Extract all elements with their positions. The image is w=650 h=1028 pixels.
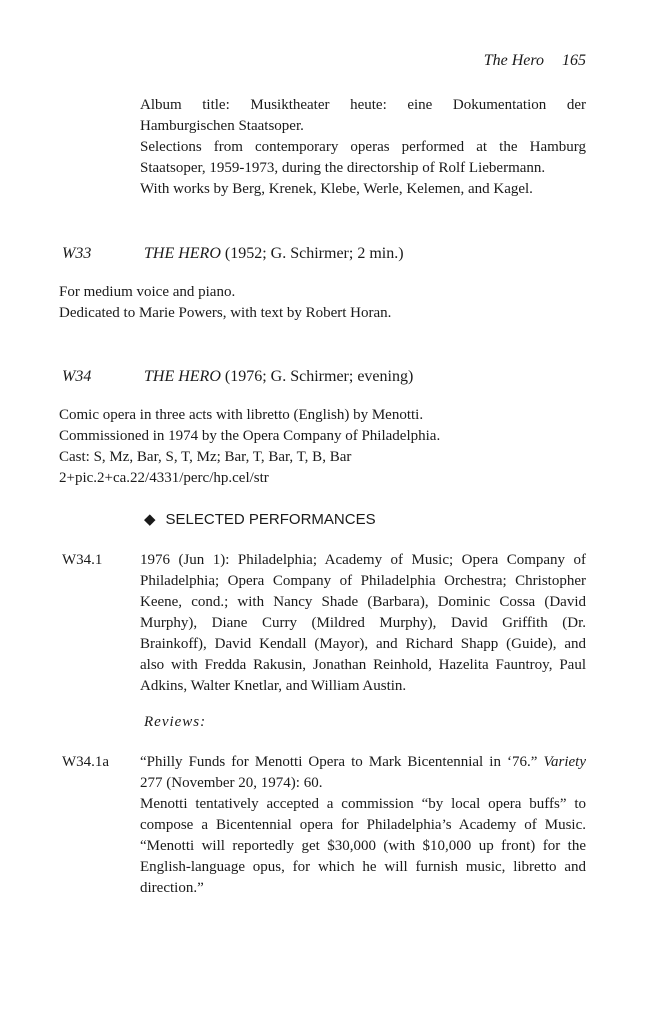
w34-1a-line: English-language opus, for which he will furnish music, libretto and <box>140 859 586 875</box>
w34-entry-title <box>144 366 413 387</box>
w34-1-line: Murphy), Diane Curry (Mildred Murphy), David Griffith (Dr. <box>140 615 586 631</box>
w34-1a-id: W34.1a <box>62 754 110 770</box>
w34-1-text <box>140 550 586 697</box>
w34-1a-line: “Menotti will reportedly get $30,000 (with $10,000 up front) for the <box>140 838 586 854</box>
w34-1a-line: direction.” <box>140 880 204 896</box>
album-line: Album title: Musiktheater heute: eine Dokumentation der <box>140 97 586 113</box>
w34-title: THE HERO <box>144 368 221 385</box>
heading-text: SELECTED PERFORMANCES <box>165 511 376 528</box>
w34-line: Comic opera in three acts with libretto (English) by Menotti. <box>59 407 424 423</box>
w33-line: For medium voice and piano. <box>59 284 236 300</box>
w34-1a-line: 277 (November 20, 1974): 60. <box>140 775 323 791</box>
w34-1-id: W34.1 <box>62 552 103 568</box>
album-block <box>140 95 586 200</box>
w34-1a-line: Menotti tentatively accepted a commission “by local opera buffs” to <box>140 796 586 812</box>
w33-entry-title <box>144 243 404 264</box>
album-line: Staatsoper, 1959-1973, during the directorship of Rolf Liebermann. <box>140 160 546 176</box>
w33-line: Dedicated to Marie Powers, with text by Robert Horan. <box>59 305 392 321</box>
w34-description <box>59 405 586 489</box>
running-head <box>484 50 586 71</box>
diamond-icon: ◆ <box>144 511 156 528</box>
w34-1-line: Brainkoff), David Kendall (Mayor), and Richard Shapp (Guide), and <box>140 636 586 652</box>
w34-1a-line <box>140 752 586 773</box>
album-line: With works by Berg, Krenek, Klebe, Werle, Kelemen, and Kagel. <box>140 181 533 197</box>
album-line: Hamburgischen Staatsoper. <box>140 118 304 134</box>
w34-1-line: Keene, cond.; with Nancy Shade (Barbara), Dominic Cossa (David <box>140 594 586 610</box>
running-head-title: The Hero <box>483 52 544 69</box>
w33-title: THE HERO <box>144 245 221 262</box>
w34-line: 2+pic.2+ca.22/4331/perc/hp.cel/str <box>59 470 269 486</box>
w33-details: (1952; G. Schirmer; 2 min.) <box>224 245 404 262</box>
w34-1-line: 1976 (Jun 1): Philadelphia; Academy of Music; Opera Company of <box>140 552 586 568</box>
w34-1-line: Philadelphia; Opera Company of Philadelphia Orchestra; Christopher <box>140 573 586 589</box>
w34-1a-line: compose a Bicentennial opera for Philadelphia’s Academy of Music. <box>140 817 586 833</box>
w34-1-line: also with Fredda Rakusin, Jonathan Reinhold, Hazelita Fauntroy, Paul <box>140 657 586 673</box>
w34-details: (1976; G. Schirmer; evening) <box>224 368 414 385</box>
reviews-label: Reviews: <box>144 714 207 730</box>
review-journal: Variety <box>543 754 587 770</box>
w33-entry-id: W33 <box>62 245 92 262</box>
album-line: Selections from contemporary operas performed at the Hamburg <box>140 139 586 155</box>
w34-entry-id: W34 <box>62 368 92 385</box>
w34-line: Cast: S, Mz, Bar, S, T, Mz; Bar, T, Bar, T, B, Bar <box>59 449 352 465</box>
w34-1-line: Adkins, Walter Knetlar, and William Austin. <box>140 678 407 694</box>
selected-performances-heading <box>144 509 376 530</box>
page-number: 165 <box>562 52 586 69</box>
review-citation: “Philly Funds for Menotti Opera to Mark Bicentennial in ‘76.” <box>140 754 538 770</box>
w33-description <box>59 282 586 324</box>
w34-line: Commissioned in 1974 by the Opera Company of Philadelphia. <box>59 428 441 444</box>
w34-1a-text <box>140 752 586 899</box>
